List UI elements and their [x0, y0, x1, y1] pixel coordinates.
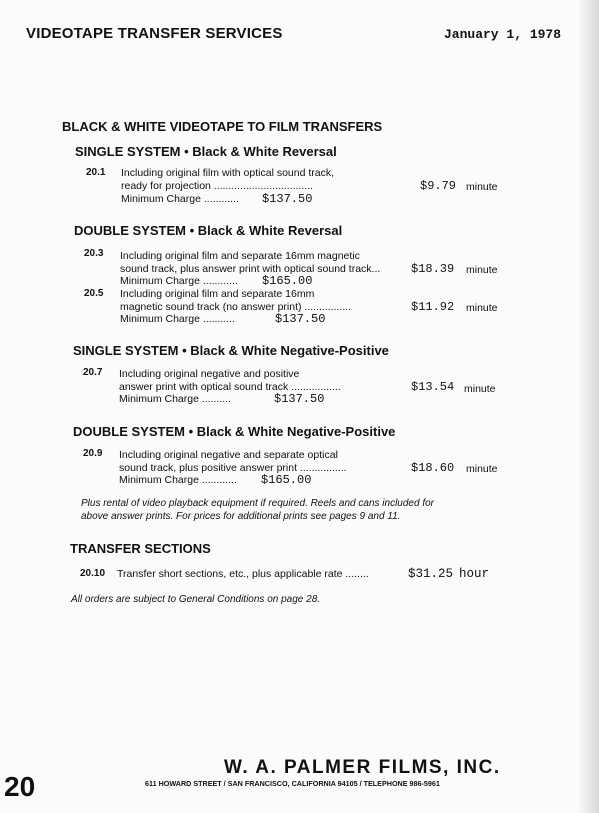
item-price: $18.39 [411, 262, 455, 276]
item-description: Including original film and separate 16mm [120, 288, 315, 300]
minimum-charge-value: $137.50 [275, 312, 326, 326]
company-address: 611 HOWARD STREET / SAN FRANCISCO, CALIFORNIA 94105 / TELEPHONE 986-5961 [145, 779, 440, 788]
minimum-charge-value: $165.00 [262, 274, 313, 288]
minimum-charge-value: $165.00 [261, 473, 312, 487]
item-description: ready for projection .................................. [121, 180, 313, 192]
item-price: $18.60 [411, 461, 455, 475]
item-unit: minute [464, 383, 496, 395]
minimum-charge-label: Minimum Charge ............ [120, 275, 238, 287]
item-code: 20.1 [86, 167, 106, 178]
minimum-charge-label: Minimum Charge .......... [119, 393, 232, 405]
item-description: Including original negative and separate optical [119, 449, 338, 461]
item-description: Including original film with optical sound track, [121, 167, 335, 179]
document-title: VIDEOTAPE TRANSFER SERVICES [26, 25, 283, 42]
item-unit: hour [459, 567, 490, 581]
item-description: magnetic sound track (no answer print) ................ [120, 301, 352, 313]
page-edge-shadow [577, 0, 599, 813]
rental-note: Plus rental of video playback equipment if required. Reels and cans included for [81, 498, 434, 509]
item-price: $9.79 [420, 179, 457, 193]
group-heading: SINGLE SYSTEM • Black & White Reversal [75, 144, 337, 159]
company-name: W. A. PALMER FILMS, INC. [224, 757, 501, 778]
item-code: 20.5 [84, 288, 104, 299]
item-description: Including original film and separate 16mm magnetic [120, 250, 360, 262]
minimum-charge-label: Minimum Charge ............ [119, 474, 237, 486]
item-code: 20.3 [84, 248, 104, 259]
group-heading: DOUBLE SYSTEM • Black & White Negative-Positive [73, 424, 396, 439]
minimum-charge-label: Minimum Charge ............ [121, 193, 239, 205]
transfer-sections-heading: TRANSFER SECTIONS [70, 541, 211, 556]
item-price: $13.54 [411, 380, 455, 394]
minimum-charge-value: $137.50 [274, 392, 325, 406]
item-price: $31.25 [408, 567, 454, 581]
minimum-charge-value: $137.50 [262, 192, 313, 206]
item-description: Transfer short sections, etc., plus applicable rate ........ [117, 568, 369, 580]
item-unit: minute [466, 302, 498, 314]
general-conditions-note: All orders are subject to General Conditions on page 28. [71, 594, 321, 605]
minimum-charge-label: Minimum Charge ........... [120, 313, 235, 325]
item-code: 20.7 [83, 367, 103, 378]
item-description: sound track, plus positive answer print ................ [119, 462, 347, 474]
item-code: 20.9 [83, 448, 103, 459]
item-description: answer print with optical sound track ................. [119, 381, 341, 393]
section-title: BLACK & WHITE VIDEOTAPE TO FILM TRANSFERS [62, 119, 383, 134]
item-unit: minute [466, 264, 498, 276]
item-unit: minute [466, 181, 498, 193]
document-date: January 1, 1978 [444, 27, 562, 42]
item-price: $11.92 [411, 300, 455, 314]
rental-note: above answer prints. For prices for additional prints see pages 9 and 11. [81, 511, 401, 522]
item-code: 20.10 [80, 568, 106, 579]
page-number: 20 [4, 771, 36, 802]
item-description: Including original negative and positive [119, 368, 300, 380]
item-description: sound track, plus answer print with optical sound track... [120, 263, 381, 275]
group-heading: DOUBLE SYSTEM • Black & White Reversal [74, 223, 343, 238]
item-unit: minute [466, 463, 498, 475]
group-heading: SINGLE SYSTEM • Black & White Negative-Positive [73, 343, 389, 358]
